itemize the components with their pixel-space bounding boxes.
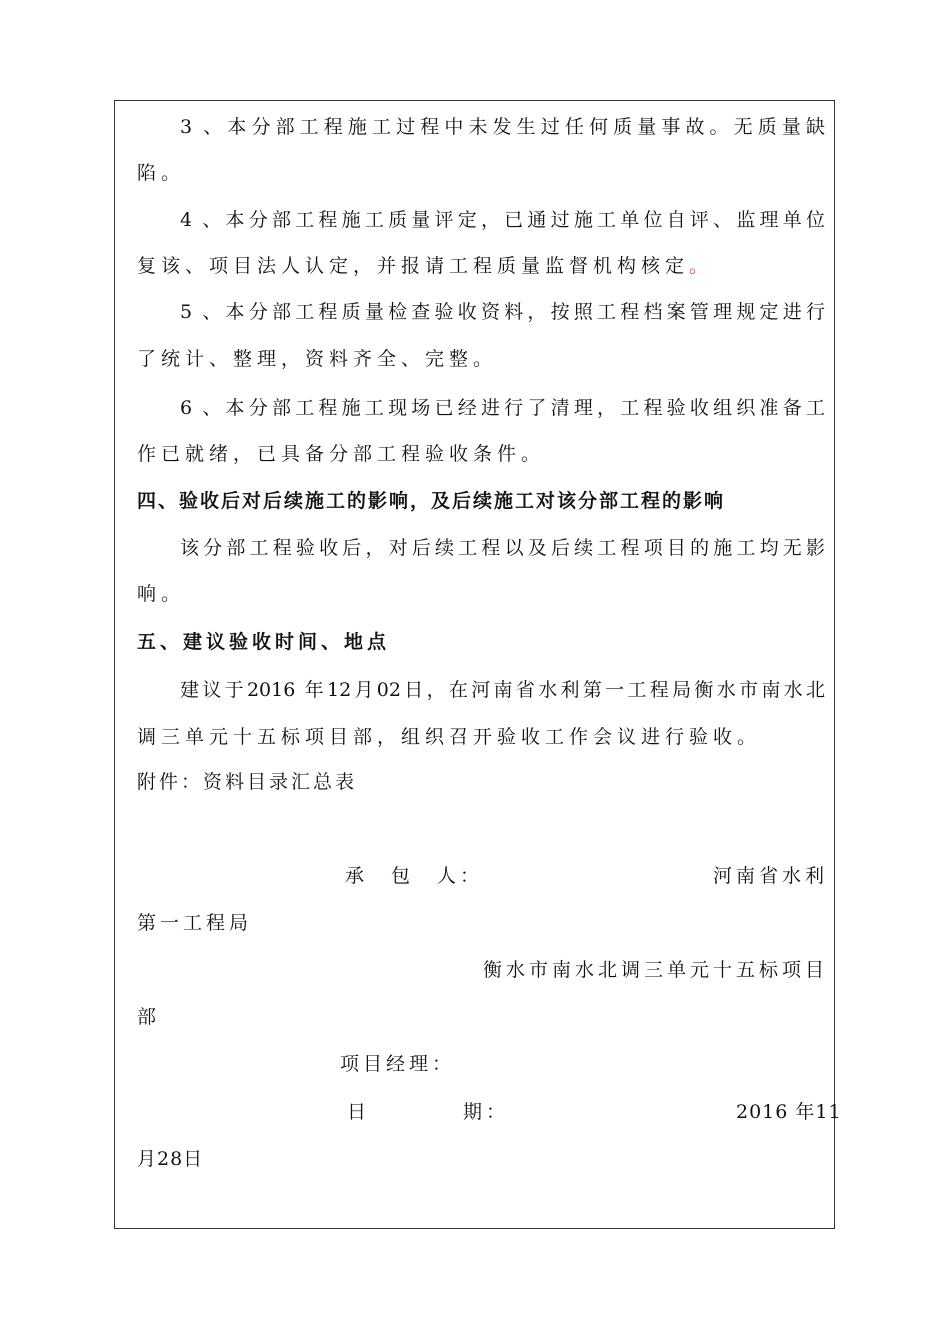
section5-line1: 建议于2016 年12月02日，在河南省水利第一工程局衡水市南水北 (180, 679, 825, 701)
project-dept-part1: 衡水市南水北调三单元十五标项目 (483, 959, 829, 981)
date-label-part1: 日 (347, 1101, 371, 1123)
project-dept-part2: 部 (137, 1006, 161, 1028)
attachment-note: 附件：资料目录汇总表 (137, 771, 358, 793)
item6-line2: 作已就绪，已具备分部工程验收条件。 (137, 443, 546, 465)
section4-line1: 该分部工程验收后，对后续工程以及后续工程项目的施工均无影 (180, 537, 825, 559)
item3-line2: 陷。 (137, 162, 186, 184)
item5-line1: 5 、本分部工程质量检查验收资料，按照工程档案管理规定进行 (180, 301, 825, 323)
item4-line2-end: 。 (689, 255, 714, 277)
contractor-name-part1: 河南省水利 (713, 865, 829, 887)
section5-heading: 五、建议验收时间、地点 (137, 631, 391, 653)
contractor-name-part2: 第一工程局 (137, 912, 253, 934)
item4-line2 (137, 254, 825, 278)
item4-line2-text: 复该、项目法人认定，并报请工程质量监督机构核定 (137, 255, 690, 277)
item4-line1: 4 、本分部工程施工质量评定，已通过施工单位自评、监理单位 (180, 209, 825, 231)
date-label-part2: 期： (463, 1101, 510, 1123)
section4-line2: 响。 (137, 583, 186, 605)
section4-heading: 四、验收后对后续施工的影响，及后续施工对该分部工程的影响 (137, 490, 726, 512)
date-value-part1: 2016 年11 (736, 1101, 842, 1123)
item6-line1: 6 、本分部工程施工现场已经进行了清理，工程验收组织准备工 (180, 397, 825, 419)
item5-line2: 了统计、整理，资料齐全、完整。 (137, 348, 498, 370)
date-value-part2: 月28日 (137, 1148, 204, 1170)
contractor-label: 承 包 人： (345, 865, 484, 887)
section5-line2: 调三单元十五标项目部，组织召开验收工作会议进行验收。 (137, 726, 762, 748)
manager-label: 项目经理： (340, 1053, 456, 1075)
item3-line1: 3 、本分部工程施工过程中未发生过任何质量事故。无质量缺 (180, 116, 825, 138)
